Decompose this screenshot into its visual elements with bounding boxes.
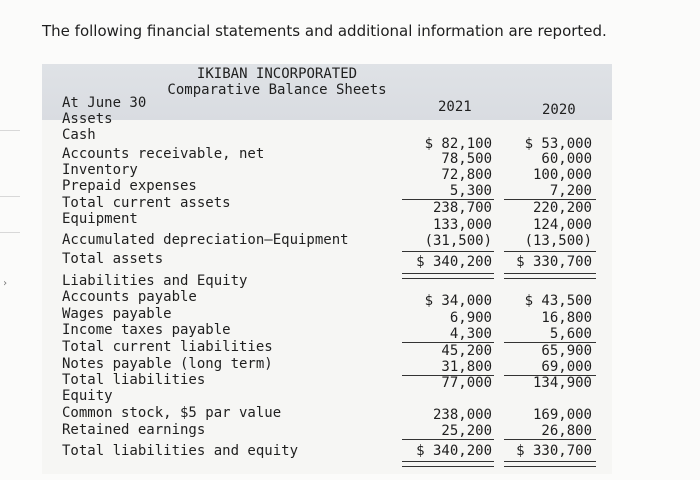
edge-divider (0, 232, 20, 233)
edge-divider (0, 130, 20, 131)
value-2020: 65,900 (541, 343, 592, 359)
value-2020: 60,000 (541, 151, 592, 167)
total-double-rule (504, 461, 596, 467)
row-label: Total current assets (62, 195, 231, 211)
company-name: IKIBAN INCORPORATED (196, 66, 358, 82)
value-2020: (13,500) (524, 233, 592, 249)
value-2020: $ 330,700 (516, 443, 592, 459)
value-2020: 169,000 (532, 407, 592, 423)
value-2020: 220,200 (532, 200, 592, 216)
liabilities-equity-header: Liabilities and Equity (62, 273, 248, 289)
value-2021: $ 340,200 (416, 443, 492, 459)
row-label: Retained earnings (62, 422, 206, 438)
value-2020: $ 330,700 (516, 254, 592, 270)
year-2020-header: 2020 (542, 102, 576, 118)
value-2021: $ 82,100 (424, 136, 492, 152)
equity-header: Equity (62, 388, 113, 404)
row-label: Total liabilities (62, 372, 206, 388)
row-label: Inventory (62, 162, 138, 178)
value-2021: 78,500 (441, 151, 492, 167)
row-label: Prepaid expenses (62, 178, 197, 194)
page-heading: The following financial statements and additional information are reported. (42, 22, 607, 40)
period-label: At June 30 (62, 95, 147, 111)
value-2020: 5,600 (549, 326, 592, 342)
value-2020: 134,900 (532, 375, 592, 391)
value-2021: (31,500) (424, 233, 492, 249)
value-2021: 45,200 (441, 343, 492, 359)
total-double-rule (402, 273, 494, 279)
value-2021: 77,000 (441, 375, 492, 391)
value-2020: $ 53,000 (524, 136, 592, 152)
subtotal-rule (402, 251, 494, 252)
subtotal-rule (402, 439, 494, 440)
row-label: Accounts payable (62, 289, 197, 305)
value-2021: 238,000 (432, 407, 492, 423)
subtotal-rule (504, 439, 596, 440)
value-2020: 69,000 (541, 359, 592, 375)
year-2021-header: 2021 (438, 99, 472, 115)
value-2020: 100,000 (532, 167, 592, 183)
balance-sheet (42, 64, 612, 474)
value-2021: 25,200 (441, 423, 492, 439)
value-2020: 7,200 (549, 183, 592, 199)
row-label: Total liabilities and equity (62, 443, 299, 459)
value-2021: 6,900 (449, 310, 492, 326)
value-2021: $ 34,000 (424, 293, 492, 309)
row-label: Cash (62, 127, 96, 143)
total-double-rule (504, 273, 596, 279)
row-label: Notes payable (long term) (62, 356, 273, 372)
row-label: Common stock, $5 par value (62, 405, 282, 421)
edge-divider (0, 196, 20, 197)
value-2021: 133,000 (432, 217, 492, 233)
value-2021: 4,300 (449, 326, 492, 342)
row-label: Total current liabilities (62, 339, 273, 355)
value-2021: $ 340,200 (416, 254, 492, 270)
row-label: Income taxes payable (62, 322, 231, 338)
value-2021: 31,800 (441, 359, 492, 375)
statement-title: Comparative Balance Sheets (167, 82, 387, 98)
value-2020: 124,000 (532, 217, 592, 233)
subtotal-rule (504, 251, 596, 252)
value-2021: 72,800 (441, 167, 492, 183)
row-label: Accounts receivable, net (62, 146, 265, 162)
assets-header: Assets (62, 111, 113, 127)
value-2020: 16,800 (541, 310, 592, 326)
row-label: Equipment (62, 211, 138, 227)
value-2021: 5,300 (449, 183, 492, 199)
total-double-rule (402, 461, 494, 467)
row-label: Wages payable (62, 306, 172, 322)
value-2020: $ 43,500 (524, 293, 592, 309)
value-2021: 238,700 (432, 200, 492, 216)
edge-marker-icon: › (2, 278, 9, 289)
row-label: Accumulated depreciation—Equipment (62, 232, 349, 248)
value-2020: 26,800 (541, 423, 592, 439)
row-label: Total assets (62, 251, 164, 267)
